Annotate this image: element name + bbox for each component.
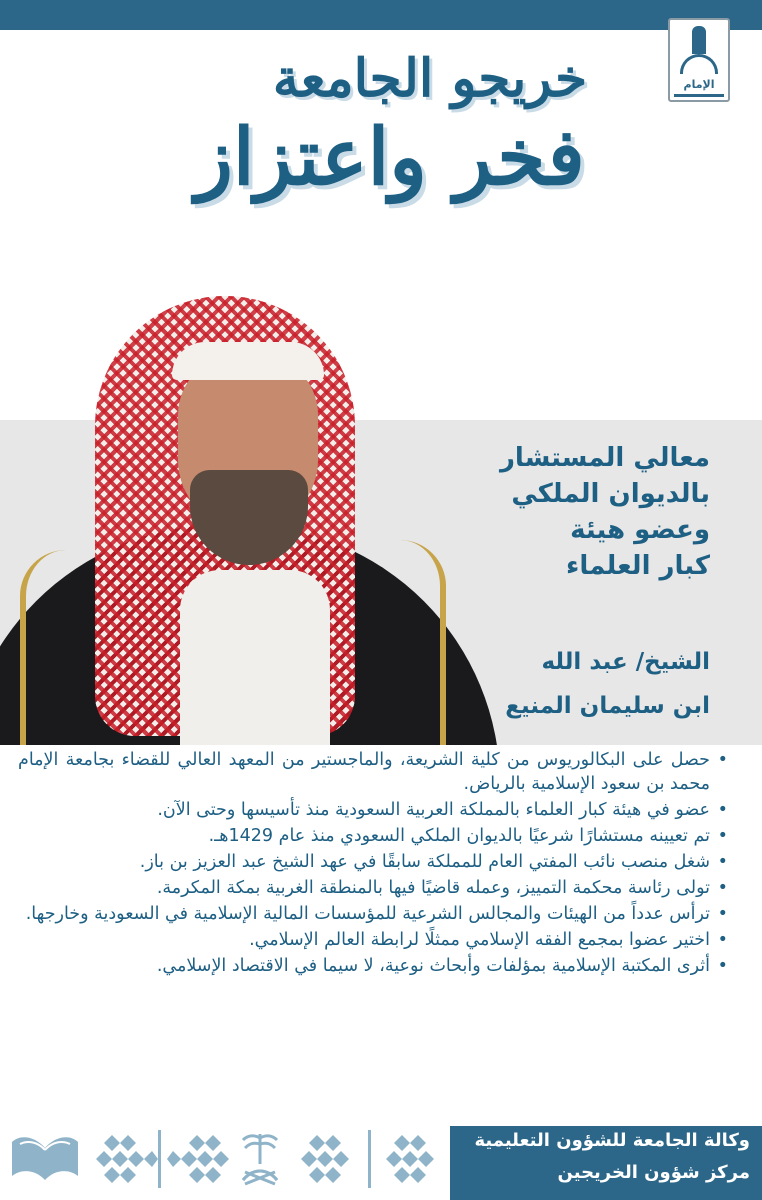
bio-item: • عضو في هيئة كبار العلماء بالمملكة العربية السعودية منذ تأسيسها وحتى الآن. [18, 798, 728, 822]
open-book-icon [10, 1128, 80, 1183]
person-name [450, 640, 710, 728]
shirt [180, 570, 330, 745]
bio-item: • تولى رئاسة محكمة التمييز، وعمله قاضيًا فيها بالمنطقة الغربية بمكة المكرمة. [18, 876, 728, 900]
bio-item: • تم تعيينه مستشارًا شرعيًا بالديوان الملكي السعودي منذ عام 1429هـ. [18, 824, 728, 848]
diamond-pattern-icon [90, 1128, 160, 1190]
honorific-line: بالديوان الملكي [511, 479, 710, 509]
robe-trim-left [20, 550, 66, 745]
person-name-line1: الشيخ/ عبد الله [541, 649, 710, 675]
bio-item: • حصل على البكالوريوس من كلية الشريعة، والماجستير من المعهد العالي للقضاء بجامعة الإمام محمد بن سعود الإسلامية بالرياض. [18, 748, 728, 796]
honorific-title [430, 440, 710, 584]
bio-item: • أثرى المكتبة الإسلامية بمؤلفات وأبحاث نوعية، لا سيما في الاقتصاد الإسلامي. [18, 954, 728, 978]
diamond-pattern-icon [370, 1128, 440, 1190]
bio-item: • شغل منصب نائب المفتي العام للمملكة سابقًا في عهد الشيخ عبد العزيز بن باز. [18, 850, 728, 874]
diamond-pattern-icon [165, 1128, 235, 1190]
footer-agency: وكالة الجامعة للشؤون التعليمية [474, 1130, 750, 1151]
palm-swords-emblem-icon [235, 1128, 285, 1190]
sheikh-portrait [0, 290, 500, 745]
person-name-line2: ابن سليمان المنيع [505, 693, 710, 719]
bio-item: • ترأس عدداً من الهيئات والمجالس الشرعية للمؤسسات المالية الإسلامية في السعودية وخارجها. [18, 902, 728, 926]
logo-arch-icon [680, 54, 718, 74]
cap [172, 342, 324, 380]
honorific-line: وعضو هيئة [570, 515, 710, 545]
honorific-line: كبار العلماء [566, 551, 710, 581]
page-title-line2: فخر واعتزاز [195, 112, 585, 203]
logo-tower-icon [692, 26, 706, 54]
diamond-pattern-icon [295, 1128, 365, 1190]
honorific-line: معالي المستشار [499, 443, 710, 473]
logo-name: الإمام [683, 78, 715, 91]
footer-center: مركز شؤون الخريجين [557, 1162, 750, 1183]
logo-underline [674, 94, 724, 97]
university-logo [668, 18, 730, 102]
bio-item: • اختير عضوا بمجمع الفقه الإسلامي ممثلًا لرابطة العالم الإسلامي. [18, 928, 728, 952]
page-title-line1: خريجو الجامعة [272, 48, 588, 109]
top-bar [0, 0, 762, 30]
biography-list [10, 748, 752, 980]
divider [158, 1130, 161, 1188]
